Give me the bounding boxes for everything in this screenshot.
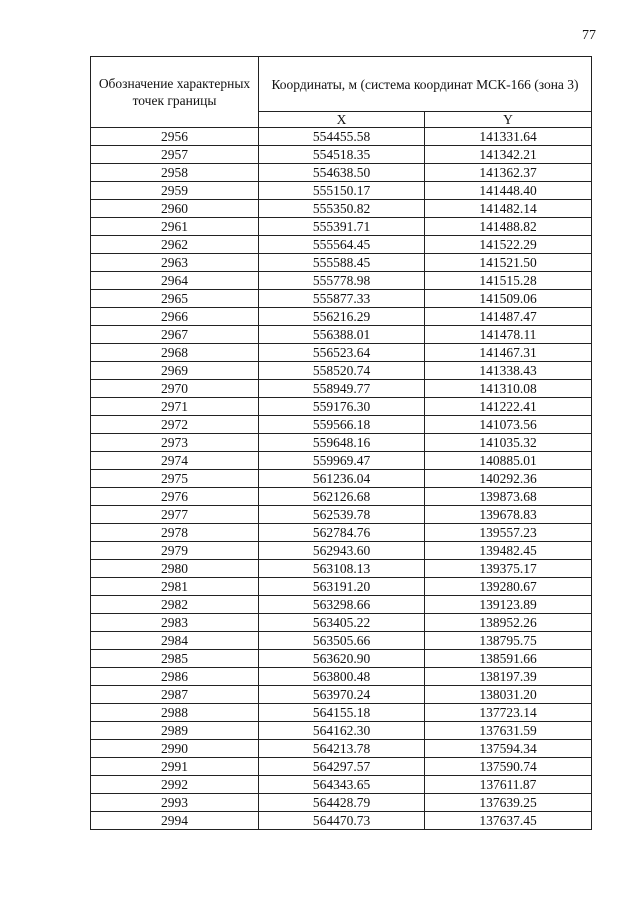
y-coordinate-cell: 138952.26 — [425, 614, 592, 632]
x-coordinate-cell: 554518.35 — [259, 146, 425, 164]
point-id-cell: 2967 — [91, 326, 259, 344]
point-id-cell: 2982 — [91, 596, 259, 614]
table-row — [91, 452, 592, 470]
x-coordinate-cell: 564470.73 — [259, 812, 425, 830]
table-row — [91, 704, 592, 722]
table-row — [91, 686, 592, 704]
x-coordinate-cell: 555588.45 — [259, 254, 425, 272]
table-row — [91, 182, 592, 200]
table-row — [91, 218, 592, 236]
y-coordinate-cell: 141478.11 — [425, 326, 592, 344]
y-coordinate-cell: 138795.75 — [425, 632, 592, 650]
x-coordinate-cell: 564297.57 — [259, 758, 425, 776]
table-row — [91, 344, 592, 362]
table-row — [91, 668, 592, 686]
table-row — [91, 146, 592, 164]
point-id-cell: 2958 — [91, 164, 259, 182]
x-coordinate-cell: 564428.79 — [259, 794, 425, 812]
y-coordinate-cell: 139482.45 — [425, 542, 592, 560]
table-row — [91, 398, 592, 416]
coordinates-table — [90, 56, 592, 830]
y-coordinate-cell: 137637.45 — [425, 812, 592, 830]
x-coordinate-cell: 555350.82 — [259, 200, 425, 218]
y-coordinate-cell: 141509.06 — [425, 290, 592, 308]
point-id-cell: 2970 — [91, 380, 259, 398]
x-coordinate-cell: 563620.90 — [259, 650, 425, 668]
point-id-cell: 2991 — [91, 758, 259, 776]
table-row — [91, 254, 592, 272]
point-id-cell: 2992 — [91, 776, 259, 794]
x-coordinate-cell: 559969.47 — [259, 452, 425, 470]
point-id-cell: 2965 — [91, 290, 259, 308]
y-coordinate-cell: 138031.20 — [425, 686, 592, 704]
table-row — [91, 542, 592, 560]
point-id-cell: 2973 — [91, 434, 259, 452]
table-row — [91, 470, 592, 488]
table-row — [91, 794, 592, 812]
table-row — [91, 272, 592, 290]
point-id-cell: 2984 — [91, 632, 259, 650]
y-coordinate-cell: 141467.31 — [425, 344, 592, 362]
table-header — [91, 57, 592, 128]
point-id-cell: 2961 — [91, 218, 259, 236]
x-coordinate-cell: 556523.64 — [259, 344, 425, 362]
x-coordinate-cell: 555778.98 — [259, 272, 425, 290]
table-body — [91, 128, 592, 830]
x-coordinate-cell: 564155.18 — [259, 704, 425, 722]
y-coordinate-cell: 137611.87 — [425, 776, 592, 794]
point-id-cell: 2978 — [91, 524, 259, 542]
x-coordinate-cell: 561236.04 — [259, 470, 425, 488]
point-id-cell: 2993 — [91, 794, 259, 812]
table-row — [91, 200, 592, 218]
table-row — [91, 380, 592, 398]
table-row — [91, 776, 592, 794]
x-coordinate-cell: 564162.30 — [259, 722, 425, 740]
table-row — [91, 650, 592, 668]
x-coordinate-cell: 564343.65 — [259, 776, 425, 794]
y-coordinate-cell: 140292.36 — [425, 470, 592, 488]
y-coordinate-cell: 141482.14 — [425, 200, 592, 218]
y-coordinate-cell: 138197.39 — [425, 668, 592, 686]
table-row — [91, 524, 592, 542]
point-id-cell: 2986 — [91, 668, 259, 686]
table-row — [91, 164, 592, 182]
x-coordinate-cell: 563298.66 — [259, 596, 425, 614]
table-row — [91, 632, 592, 650]
point-id-cell: 2983 — [91, 614, 259, 632]
x-coordinate-cell: 559648.16 — [259, 434, 425, 452]
x-coordinate-cell: 563405.22 — [259, 614, 425, 632]
y-coordinate-cell: 137631.59 — [425, 722, 592, 740]
y-coordinate-cell: 141448.40 — [425, 182, 592, 200]
y-coordinate-cell: 141338.43 — [425, 362, 592, 380]
page-number: 77 — [582, 28, 596, 43]
table-row — [91, 758, 592, 776]
table-row — [91, 812, 592, 830]
x-coordinate-cell: 559176.30 — [259, 398, 425, 416]
x-coordinate-cell: 563800.48 — [259, 668, 425, 686]
y-coordinate-cell: 138591.66 — [425, 650, 592, 668]
y-coordinate-cell: 139375.17 — [425, 560, 592, 578]
y-coordinate-cell: 139557.23 — [425, 524, 592, 542]
table-row — [91, 290, 592, 308]
table-row — [91, 596, 592, 614]
table-row — [91, 308, 592, 326]
point-id-cell: 2975 — [91, 470, 259, 488]
y-coordinate-cell: 141515.28 — [425, 272, 592, 290]
table-row — [91, 740, 592, 758]
x-coordinate-cell: 559566.18 — [259, 416, 425, 434]
y-coordinate-cell: 141035.32 — [425, 434, 592, 452]
point-id-cell: 2959 — [91, 182, 259, 200]
point-id-cell: 2974 — [91, 452, 259, 470]
x-coordinate-cell: 563970.24 — [259, 686, 425, 704]
table-row — [91, 362, 592, 380]
point-id-cell: 2960 — [91, 200, 259, 218]
x-coordinate-cell: 562784.76 — [259, 524, 425, 542]
y-coordinate-cell: 141331.64 — [425, 128, 592, 146]
x-coordinate-cell: 562539.78 — [259, 506, 425, 524]
point-id-cell: 2979 — [91, 542, 259, 560]
point-id-cell: 2972 — [91, 416, 259, 434]
table-row — [91, 488, 592, 506]
header-y: Y — [425, 112, 592, 128]
point-id-cell: 2966 — [91, 308, 259, 326]
point-id-cell: 2981 — [91, 578, 259, 596]
point-id-cell: 2977 — [91, 506, 259, 524]
y-coordinate-cell: 141342.21 — [425, 146, 592, 164]
table-row — [91, 578, 592, 596]
table-row — [91, 722, 592, 740]
table-row — [91, 506, 592, 524]
table-row — [91, 128, 592, 146]
y-coordinate-cell: 141522.29 — [425, 236, 592, 254]
point-id-cell: 2990 — [91, 740, 259, 758]
point-id-cell: 2988 — [91, 704, 259, 722]
point-id-cell: 2962 — [91, 236, 259, 254]
x-coordinate-cell: 564213.78 — [259, 740, 425, 758]
x-coordinate-cell: 555564.45 — [259, 236, 425, 254]
table-row — [91, 614, 592, 632]
y-coordinate-cell: 141073.56 — [425, 416, 592, 434]
y-coordinate-cell: 141310.08 — [425, 380, 592, 398]
y-coordinate-cell: 140885.01 — [425, 452, 592, 470]
point-id-cell: 2963 — [91, 254, 259, 272]
table-row — [91, 560, 592, 578]
y-coordinate-cell: 139280.67 — [425, 578, 592, 596]
x-coordinate-cell: 555877.33 — [259, 290, 425, 308]
header-coordinates: Координаты, м (система координат МСК-166 (зона 3) — [259, 57, 592, 112]
x-coordinate-cell: 555150.17 — [259, 182, 425, 200]
table-row — [91, 326, 592, 344]
point-id-cell: 2957 — [91, 146, 259, 164]
y-coordinate-cell: 141222.41 — [425, 398, 592, 416]
header-points: Обозначение характерных точек границы — [91, 57, 259, 128]
y-coordinate-cell: 141521.50 — [425, 254, 592, 272]
x-coordinate-cell: 562943.60 — [259, 542, 425, 560]
y-coordinate-cell: 139123.89 — [425, 596, 592, 614]
x-coordinate-cell: 563505.66 — [259, 632, 425, 650]
table-row — [91, 236, 592, 254]
table-row — [91, 434, 592, 452]
x-coordinate-cell: 563108.13 — [259, 560, 425, 578]
point-id-cell: 2985 — [91, 650, 259, 668]
y-coordinate-cell: 137723.14 — [425, 704, 592, 722]
point-id-cell: 2994 — [91, 812, 259, 830]
x-coordinate-cell: 562126.68 — [259, 488, 425, 506]
point-id-cell: 2987 — [91, 686, 259, 704]
y-coordinate-cell: 141487.47 — [425, 308, 592, 326]
y-coordinate-cell: 137594.34 — [425, 740, 592, 758]
x-coordinate-cell: 555391.71 — [259, 218, 425, 236]
x-coordinate-cell: 558949.77 — [259, 380, 425, 398]
y-coordinate-cell: 141362.37 — [425, 164, 592, 182]
point-id-cell: 2976 — [91, 488, 259, 506]
x-coordinate-cell: 563191.20 — [259, 578, 425, 596]
point-id-cell: 2971 — [91, 398, 259, 416]
y-coordinate-cell: 141488.82 — [425, 218, 592, 236]
x-coordinate-cell: 554638.50 — [259, 164, 425, 182]
header-x: X — [259, 112, 425, 128]
point-id-cell: 2969 — [91, 362, 259, 380]
x-coordinate-cell: 556388.01 — [259, 326, 425, 344]
table-row — [91, 416, 592, 434]
y-coordinate-cell: 139873.68 — [425, 488, 592, 506]
point-id-cell: 2989 — [91, 722, 259, 740]
x-coordinate-cell: 556216.29 — [259, 308, 425, 326]
x-coordinate-cell: 554455.58 — [259, 128, 425, 146]
point-id-cell: 2980 — [91, 560, 259, 578]
y-coordinate-cell: 137590.74 — [425, 758, 592, 776]
y-coordinate-cell: 137639.25 — [425, 794, 592, 812]
point-id-cell: 2956 — [91, 128, 259, 146]
y-coordinate-cell: 139678.83 — [425, 506, 592, 524]
point-id-cell: 2968 — [91, 344, 259, 362]
point-id-cell: 2964 — [91, 272, 259, 290]
x-coordinate-cell: 558520.74 — [259, 362, 425, 380]
